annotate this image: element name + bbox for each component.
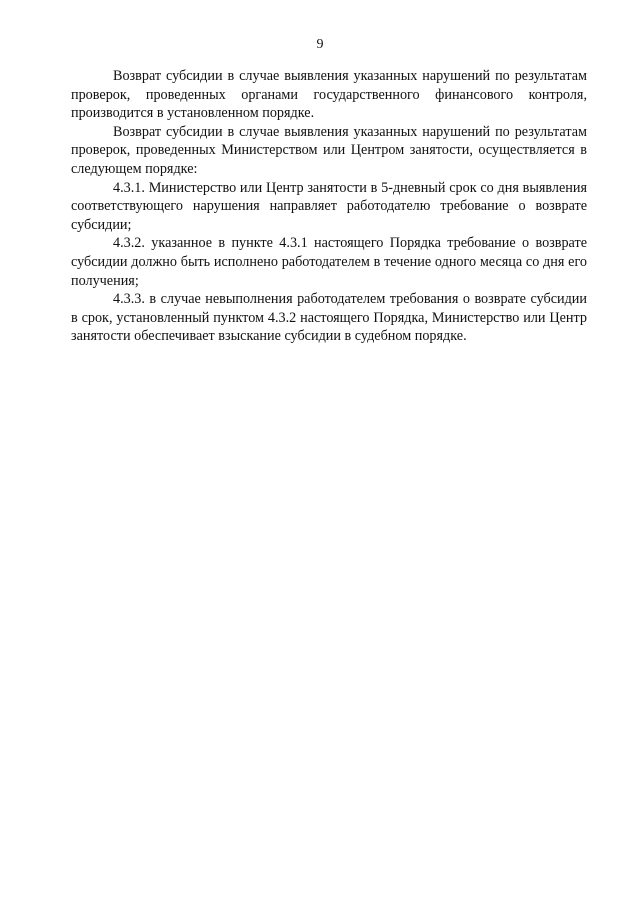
paragraph-clause-4-3-2: 4.3.2. указанное в пункте 4.3.1 настоящего Порядка требование о возврате субсидии должно быть исполнено работодателем в течение одного месяца со дня его получения; <box>71 235 587 289</box>
paragraph-clause-4-3-3: 4.3.3. в случае невыполнения работодателем требования о возврате субсидии в срок, установленный пунктом 4.3.2 настоящего Порядка, Министерство или Центр занятости обеспечивает взыскание субсидии в судебном порядке. <box>71 291 587 345</box>
page-number: 9 <box>316 37 324 52</box>
paragraph-clause-4-3-1: 4.3.1. Министерство или Центр занятости в 5-дневный срок со дня выявления соответствующего нарушения направляет работодателю требование о возврате субсидии; <box>71 179 587 233</box>
paragraph-return-ministry-procedure: Возврат субсидии в случае выявления указанных нарушений по результатам проверок, проведенных Министерством или Центром занятости, осуществляется в следующем порядке: <box>71 123 587 177</box>
document-body <box>71 67 587 346</box>
paragraph-return-state-control: Возврат субсидии в случае выявления указанных нарушений по результатам проверок, проведенных органами государственного финансового контроля, производится в установленном порядке. <box>71 68 587 122</box>
